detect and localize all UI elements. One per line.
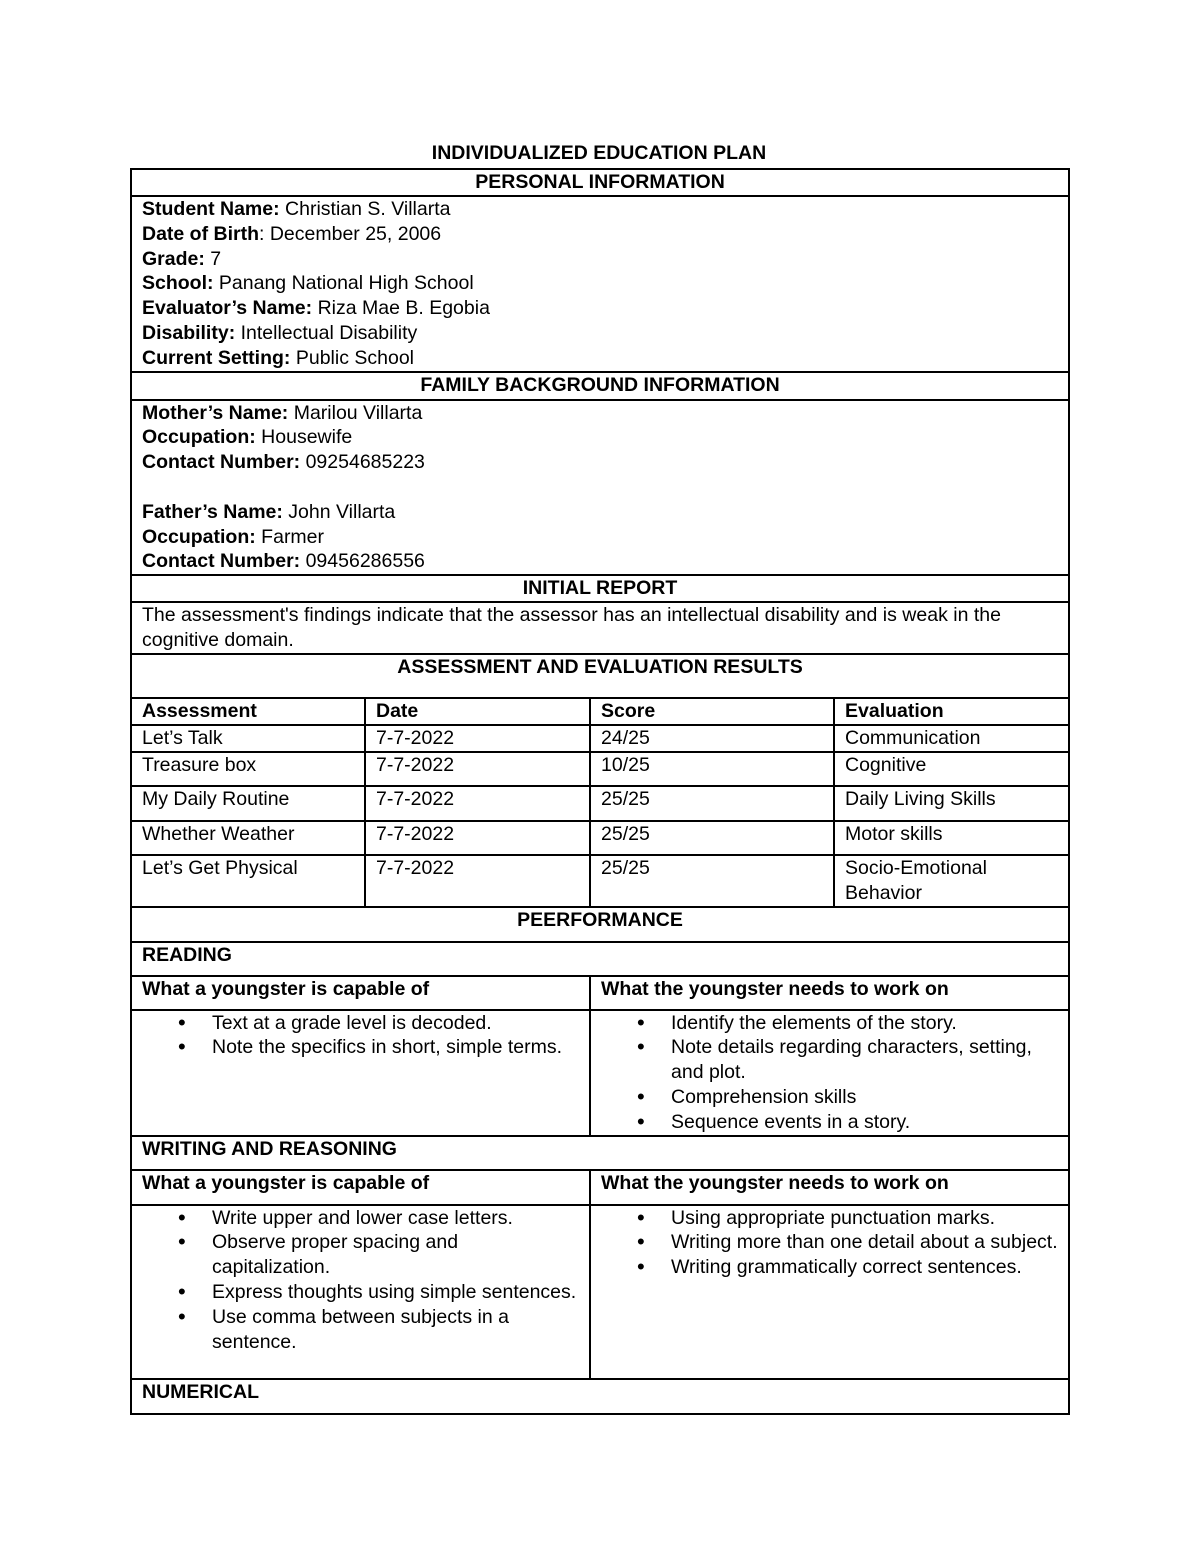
date-cell: 7-7-2022 (365, 752, 590, 786)
date-column-header: Date (365, 698, 590, 725)
evaluation-cell: Cognitive (834, 752, 1069, 786)
score-cell: 24/25 (590, 725, 834, 752)
numerical-section-title: NUMERICAL (131, 1379, 1069, 1414)
score-cell: 25/25 (590, 821, 834, 855)
list-item: • Using appropriate punctuation marks. (671, 1206, 1058, 1231)
list-item: • Express thoughts using simple sentences. (212, 1280, 579, 1305)
initial-report-heading: INITIAL REPORT (131, 575, 1069, 602)
list-item: • Sequence events in a story. (671, 1110, 1058, 1135)
date-cell: 7-7-2022 (365, 725, 590, 752)
blank-line (142, 475, 1058, 500)
assessment-cell: Let’s Get Physical (131, 855, 365, 907)
table-row (131, 725, 1069, 752)
evaluator-name-row: Evaluator’s Name: Riza Mae B. Egobia (142, 297, 490, 320)
writing-capable-list (131, 1205, 590, 1379)
current-setting-row: Current Setting: Public School (142, 346, 414, 369)
table-row (131, 752, 1069, 786)
list-item: • Writing more than one detail about a subject. (671, 1230, 1058, 1255)
assessment-column-header: Assessment (131, 698, 365, 725)
list-item: • Text at a grade level is decoded. (212, 1011, 579, 1036)
score-cell: 10/25 (590, 752, 834, 786)
mother-contact-row: Contact Number: 09254685223 (142, 451, 425, 474)
reading-capable-list (131, 1010, 590, 1136)
score-cell: 25/25 (590, 786, 834, 821)
writing-needs-heading: What the youngster needs to work on (590, 1170, 1069, 1205)
table-row (131, 786, 1069, 821)
list-item: • Note details regarding characters, setting, and plot. (671, 1035, 1058, 1085)
score-cell: 25/25 (590, 855, 834, 907)
student-name-row: Student Name: Christian S. Villarta (142, 198, 451, 220)
reading-capable-heading: What a youngster is capable of (131, 976, 590, 1010)
family-background-heading: FAMILY BACKGROUND INFORMATION (131, 372, 1069, 400)
date-cell: 7-7-2022 (365, 786, 590, 821)
list-item: • Use comma between subjects in a sentence. (212, 1305, 579, 1355)
reading-needs-list (590, 1010, 1069, 1136)
evaluation-cell: Communication (834, 725, 1069, 752)
father-occupation-row: Occupation: Farmer (142, 525, 325, 548)
father-contact-row: Contact Number: 09456286556 (142, 550, 425, 573)
grade-row: Grade: 7 (142, 247, 222, 270)
initial-report-text: The assessment's findings indicate that the assessor has an intellectual disability and is weak in the cognitive domain. (131, 602, 1069, 654)
assessment-cell: Whether Weather (131, 821, 365, 855)
writing-capable-heading: What a youngster is capable of (131, 1170, 590, 1205)
assessment-cell: Let’s Talk (131, 725, 365, 752)
reading-section-title: READING (131, 942, 1069, 976)
list-item: • Comprehension skills (671, 1085, 1058, 1110)
document-title: INDIVIDUALIZED EDUCATION PLAN (431, 142, 767, 164)
family-background-section (131, 400, 1069, 576)
school-row: School: Panang National High School (142, 272, 474, 295)
assessment-cell: Treasure box (131, 752, 365, 786)
table-row (131, 821, 1069, 855)
iep-form-table (130, 168, 1070, 1415)
assessment-cell: My Daily Routine (131, 786, 365, 821)
mother-name-row: Mother’s Name: Marilou Villarta (142, 401, 423, 424)
personal-information-heading: PERSONAL INFORMATION (131, 169, 1069, 196)
evaluation-cell: Daily Living Skills (834, 786, 1069, 821)
evaluation-cell: Socio-Emotional Behavior (834, 855, 1069, 907)
date-of-birth-row: Date of Birth: December 25, 2006 (142, 222, 442, 245)
list-item: • Note the specifics in short, simple terms. (212, 1035, 579, 1060)
writing-section-title: WRITING AND REASONING (131, 1136, 1069, 1170)
date-cell: 7-7-2022 (365, 821, 590, 855)
evaluation-column-header: Evaluation (834, 698, 1069, 725)
list-item: • Identify the elements of the story. (671, 1011, 1058, 1036)
disability-row: Disability: Intellectual Disability (142, 321, 418, 344)
table-row (131, 855, 1069, 907)
list-item: • Writing grammatically correct sentences. (671, 1255, 1058, 1280)
writing-needs-list (590, 1205, 1069, 1379)
list-item: • Observe proper spacing and capitalization. (212, 1230, 579, 1280)
date-cell: 7-7-2022 (365, 855, 590, 907)
personal-information-section (131, 196, 1069, 372)
reading-needs-heading: What the youngster needs to work on (590, 976, 1069, 1010)
score-column-header: Score (590, 698, 834, 725)
mother-occupation-row: Occupation: Housewife (142, 426, 353, 449)
list-item: • Write upper and lower case letters. (212, 1206, 579, 1231)
assessment-results-heading: ASSESSMENT AND EVALUATION RESULTS (131, 654, 1069, 698)
father-name-row: Father’s Name: John Villarta (142, 500, 396, 523)
performance-heading: PEERFORMANCE (131, 907, 1069, 942)
evaluation-cell: Motor skills (834, 821, 1069, 855)
